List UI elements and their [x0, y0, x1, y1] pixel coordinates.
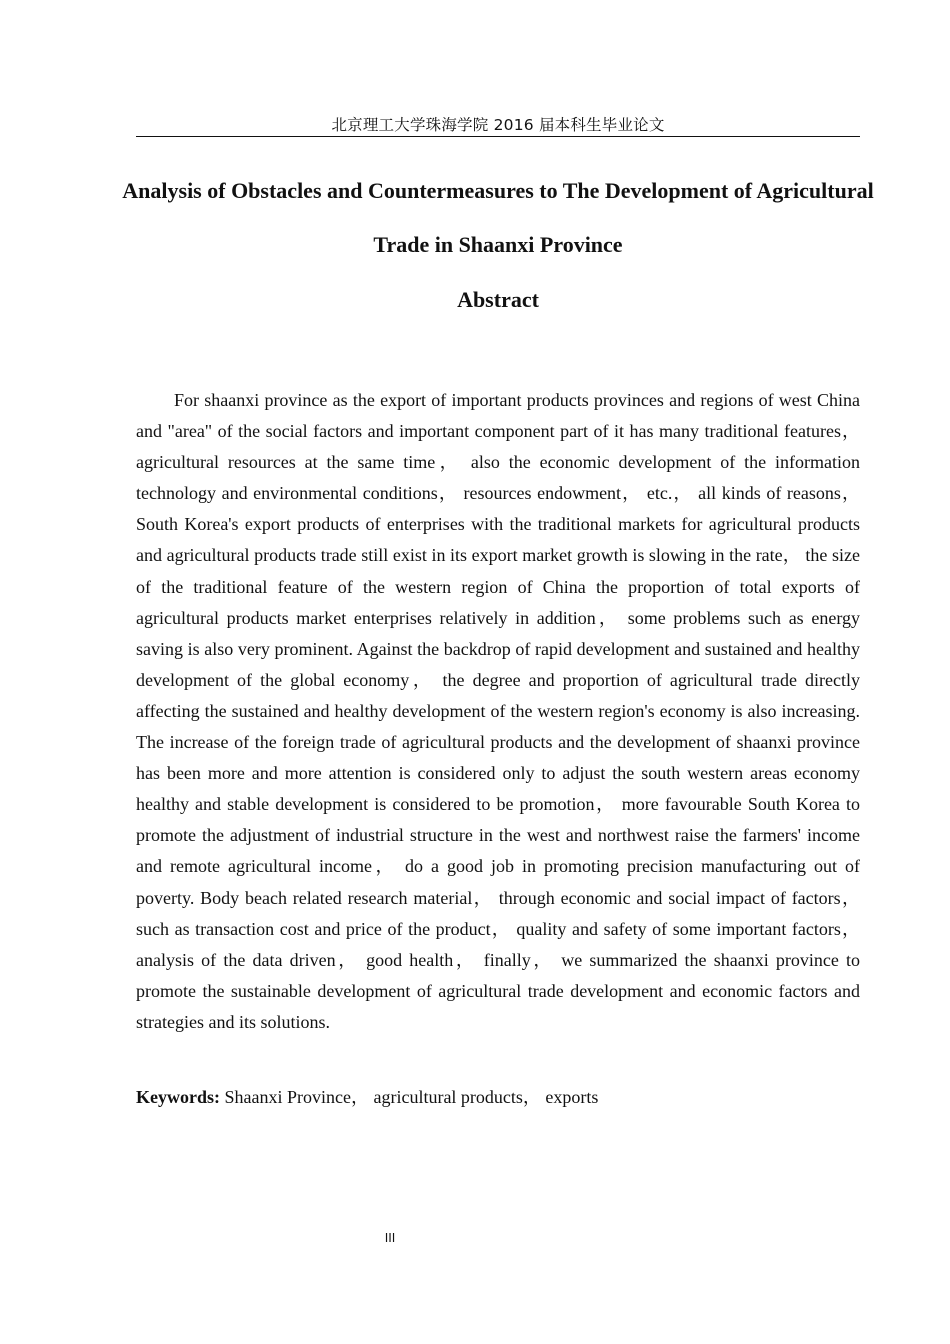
abstract-paragraph: For shaanxi province as the export of important products provinces and regions of west China and "area" of the social factors and important component part of it has many traditional features， agricultural resources at the same time， also the economic development of the information technology and environmental conditions， resources endowment， etc.， all kinds of reasons， South Korea's export products of enterprises with the traditional markets for agricultural products and agricultural products trade still exist in its export market growth is slowing in the rate， the size of the traditional feature of the western region of China the proportion of total exports of agricultural products market enterprises relatively in addition， some problems such as energy saving is also very prominent. Against the backdrop of rapid development and sustained and healthy development of the global economy， the degree and proportion of agricultural trade directly affecting the sustained and healthy development of the western region's economy is also increasing. The increase of the foreign trade of agricultural products and the development of shaanxi province has been more and more attention is considered only to adjust the south western areas economy healthy and stable development is considered to be promotion， more favourable South Korea to promote the adjustment of industrial structure in the west and northwest raise the farmers' income and remote agricultural income， do a good job in promoting precision manufacturing out of poverty. Body beach related research material， through economic and social impact of factors， such as transaction cost and price of the product， quality and safety of some important factors， analysis of the data driven， good health， finally， we summarized the shaanxi province to promote the sustainable development of agricultural trade development and economic factors and strategies and its solutions.	[136, 390, 860, 1032]
running-header: 北京理工大学珠海学院 2016 届本科生毕业论文	[331, 116, 665, 134]
keywords-text: Shaanxi Province， agricultural products， exports	[224, 1087, 599, 1107]
header-divider	[136, 136, 860, 137]
abstract-heading: Abstract	[457, 287, 539, 312]
thesis-title: Analysis of Obstacles and Countermeasures to The Development of Agricultural Trade in Shaanxi Province	[122, 178, 874, 257]
keywords-line	[136, 1082, 860, 1113]
keywords-label: Keywords:	[136, 1087, 220, 1107]
page-number: III	[384, 1231, 396, 1245]
